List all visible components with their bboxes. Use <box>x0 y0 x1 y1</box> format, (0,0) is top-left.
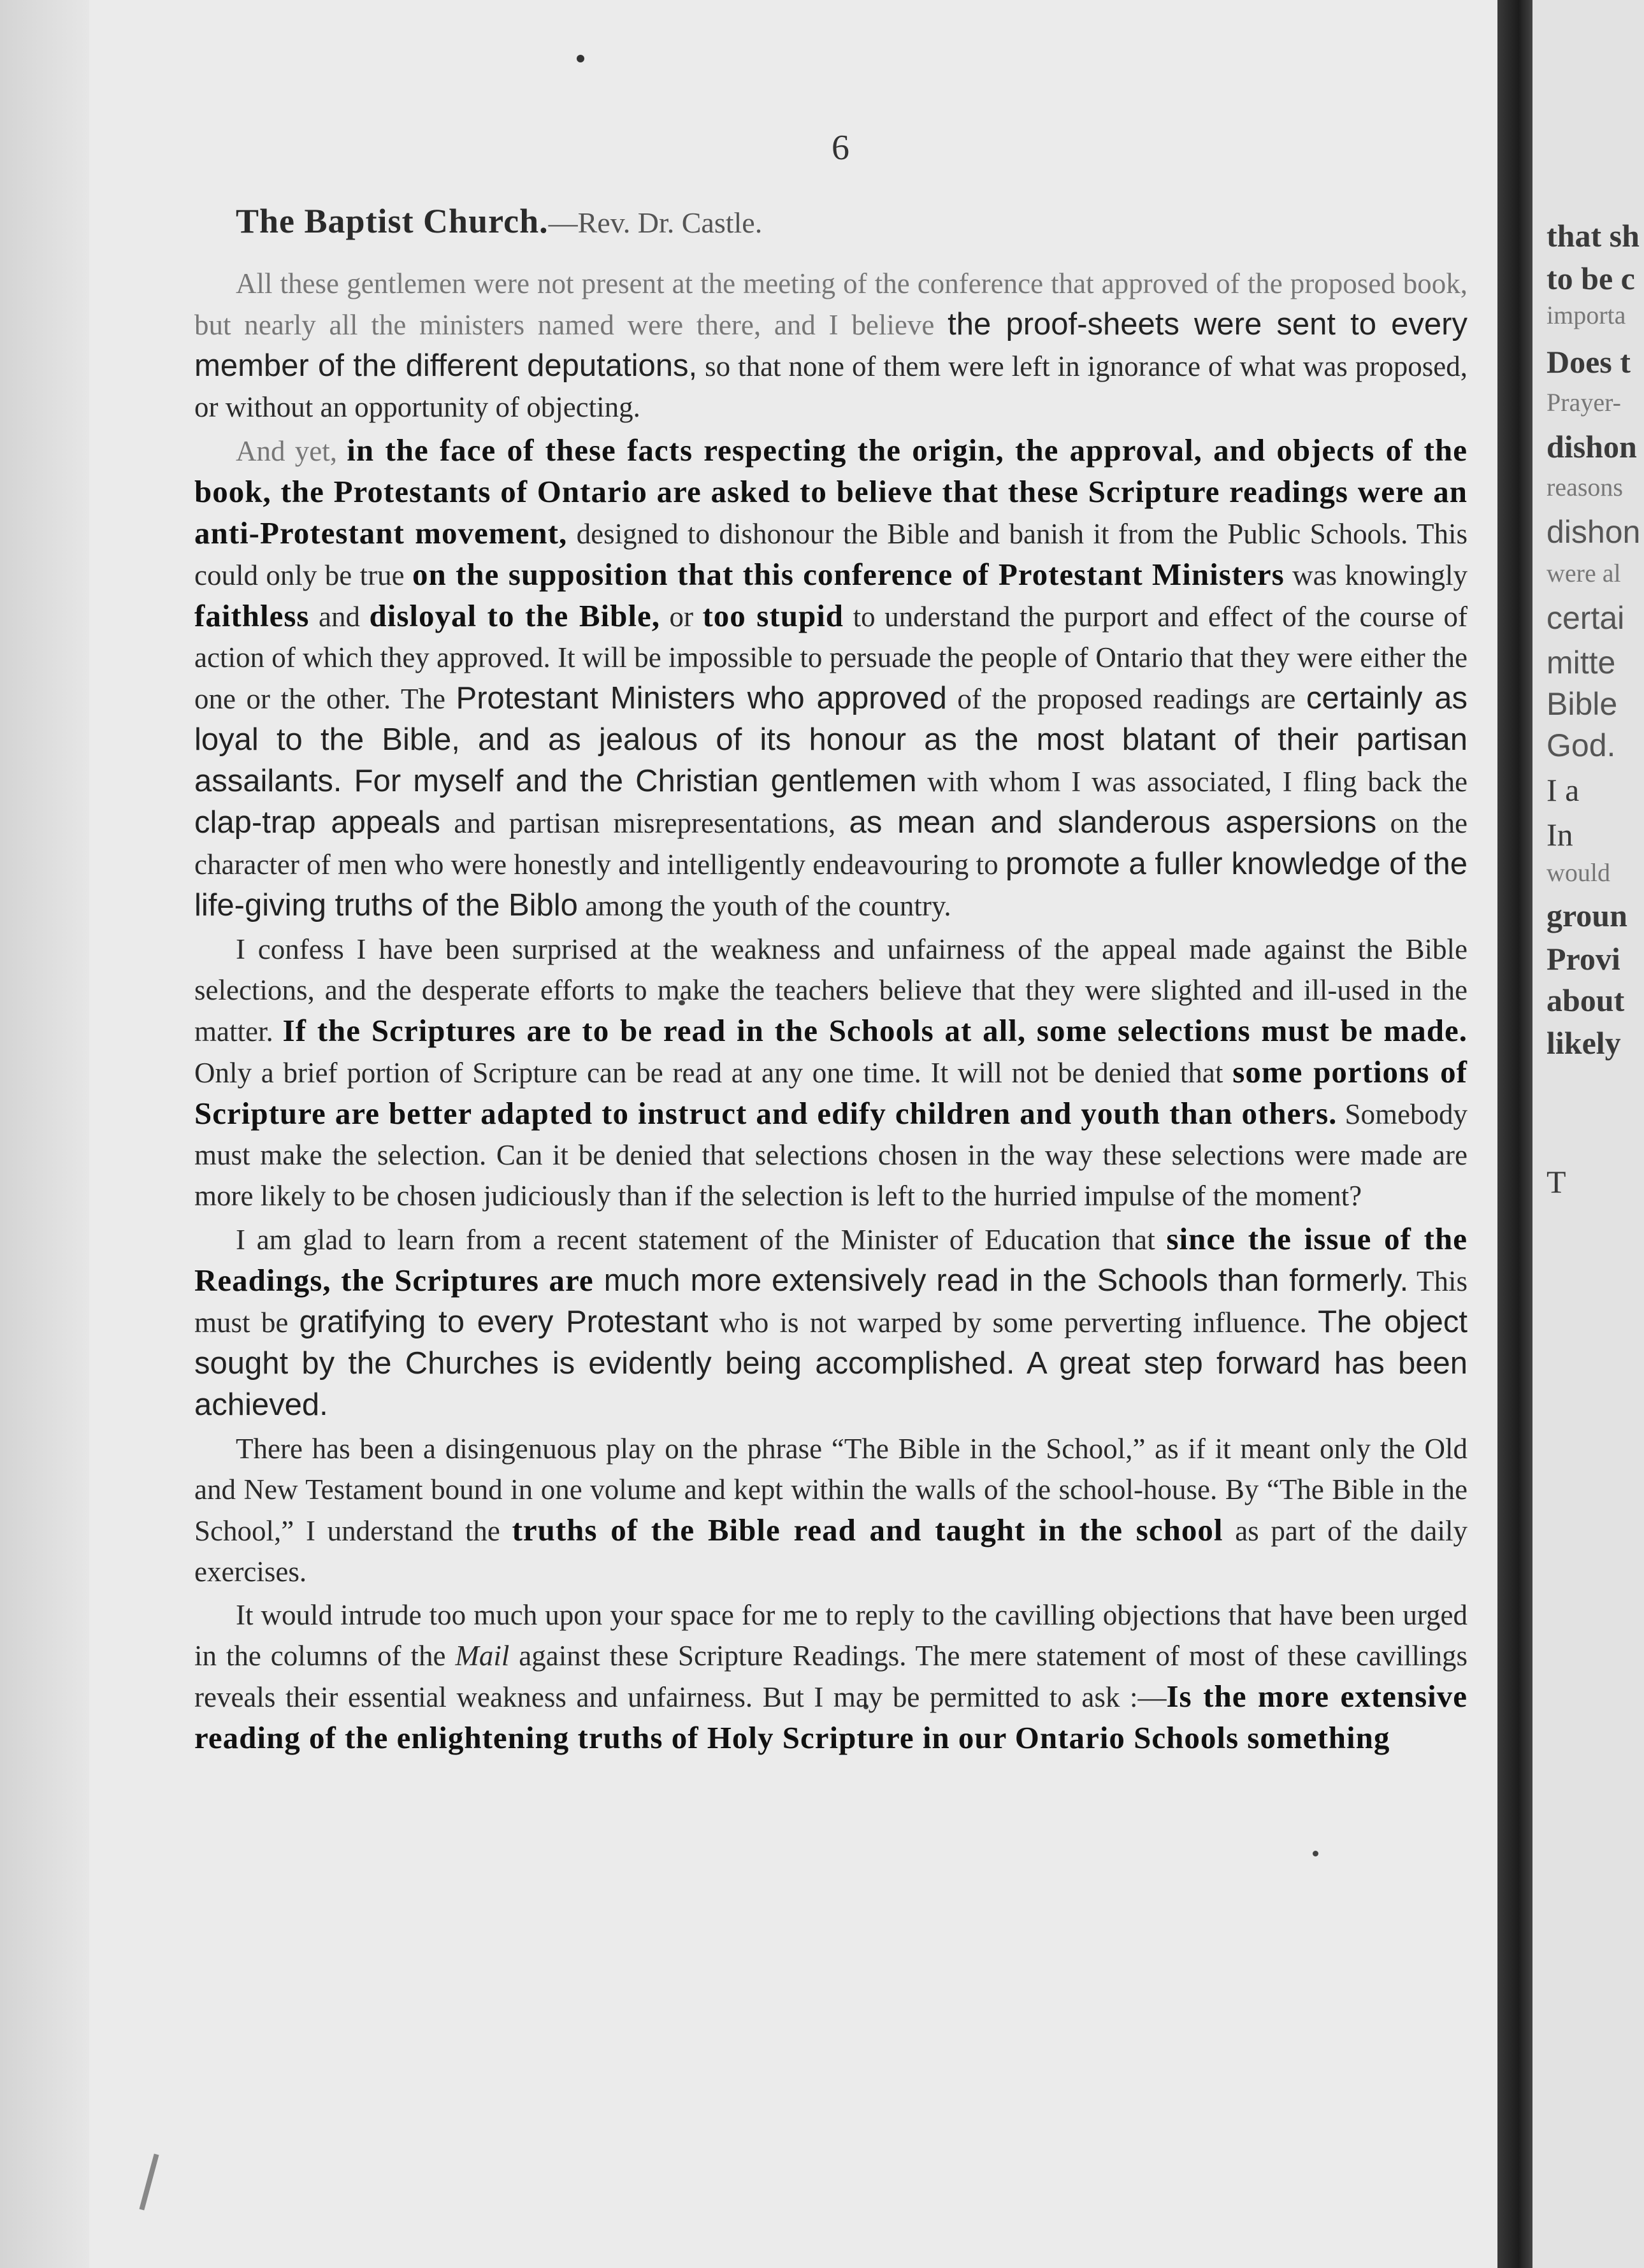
text-run: or <box>660 601 703 633</box>
adjacent-page-text: God. <box>1547 728 1616 763</box>
paragraph <box>194 1428 1467 1592</box>
paragraph <box>194 1219 1467 1426</box>
text-run: to understand the purport and effect of the course of action of which they approved. It will be impossible to persuade the people of Ontario that they were either the one or the other. The <box>194 601 1467 715</box>
text-run: since the issue of the Readings, the Scriptures are <box>194 1221 1467 1298</box>
text-run: designed to dishonour the Bible and banish it from the Public Schools. This could only be true <box>194 518 1467 591</box>
adjacent-page-text: Does t <box>1547 344 1631 380</box>
paragraph-list <box>194 263 1467 1759</box>
text-run: truths of the Bible read and taught in the school <box>512 1512 1223 1547</box>
heading-author: —Rev. Dr. Castle. <box>548 206 763 239</box>
text-run: in the face of these facts respecting the origin, the approval, and objects of the book, the Protestants of Ontario are asked to believe that these Scripture readings were an anti-Protestant movement, <box>194 433 1467 550</box>
text-run: who is not warped by some perverting influence. <box>708 1307 1318 1339</box>
paragraph <box>194 929 1467 1216</box>
text-run: faithless <box>194 598 310 633</box>
adjacent-page-text: In <box>1547 817 1573 852</box>
text-run: on the character of men who were honestly and intelligently endeavouring to <box>194 807 1467 880</box>
adjacent-page-text: mitte <box>1547 645 1616 680</box>
paragraph <box>194 430 1467 926</box>
text-run: as part of the daily exercises. <box>194 1515 1467 1588</box>
text-run: I am glad to learn from a recent statement of the Minister of Education that <box>236 1224 1167 1256</box>
page-number: 6 <box>832 128 849 168</box>
text-run: Is the more extensive reading of the enlightening truths of Holy Scripture in our Ontario Schools something <box>194 1679 1467 1755</box>
text-run: certainly as loyal to the Bible, and as jealous of its honour as the most blatant of their partisan assailants. For myself and the Christian gentlemen <box>194 681 1468 798</box>
text-run: This must be <box>194 1265 1467 1339</box>
heading-title: The Baptist Church. <box>236 202 549 240</box>
adjacent-page-text: reasons <box>1547 473 1623 501</box>
text-run: Protestant Ministers who approved <box>456 681 947 715</box>
adjacent-page-text: I a <box>1547 772 1580 808</box>
adjacent-page-text: were al <box>1547 559 1621 587</box>
text-run: There has been a disingenuous play on the phrase “The Bible in the School,” as if it meant only the Old and New Testament bound in one volume and kept within the walls of the school-house. By “The Bible in the School,” I understand the <box>194 1433 1467 1547</box>
article-body <box>194 199 1467 1759</box>
text-run: against these Scripture Readings. The mere statement of most of these cavillings reveals their essential weakness and unfairness. But I may be permitted to ask :— <box>194 1640 1467 1713</box>
adjacent-page-text: certai <box>1547 600 1625 636</box>
adjacent-page-text: to be c <box>1547 261 1635 296</box>
text-run: so that none of them were left in ignorance of what was proposed, or without an opportunity of objecting. <box>194 350 1467 423</box>
adjacent-page-text: Prayer- <box>1547 388 1621 417</box>
text-run: Mail <box>455 1640 510 1672</box>
text-run: on the supposition that this conference of Protestant Ministers <box>412 557 1285 592</box>
text-run: was knowingly <box>1284 559 1467 591</box>
book-spine <box>1497 0 1532 2268</box>
text-run: And yet, <box>236 435 347 467</box>
text-run: All these gentlemen were not present at the meeting of the conference that approved of the proposed book, but nearly all the ministers named were there, and I believe <box>194 268 1467 341</box>
text-run: Only a brief portion of Scripture can be read at any one time. It will not be denied that <box>194 1057 1233 1089</box>
text-run: and <box>309 601 370 633</box>
text-run: with whom I was associated, I fling back the <box>916 766 1467 798</box>
text-run: disloyal to the Bible, <box>369 598 660 633</box>
adjacent-page-text: that sh <box>1547 218 1640 254</box>
text-run: as mean and slanderous aspersions <box>849 805 1377 840</box>
adjacent-page-text: would <box>1547 858 1610 887</box>
text-run: promote a fuller knowledge of the life-giving truths of the Biblo <box>194 847 1467 922</box>
text-run: I confess I have been surprised at the weakness and unfairness of the appeal made against the Bible selections, and the desperate efforts to make the teachers believe that they were slighted and ill-used in the matter. <box>194 933 1467 1047</box>
text-run: much more extensively read in the Schools than formerly. <box>593 1263 1409 1298</box>
adjacent-page <box>1532 0 1644 2268</box>
text-run: the proof-sheets were sent to every member of the different deputations, <box>194 307 1468 383</box>
adjacent-page-text: dishon <box>1547 514 1641 550</box>
adjacent-page-text: about <box>1547 982 1625 1018</box>
text-run: It would intrude too much upon your space for me to reply to the cavilling objections that have been urged in the columns of the <box>194 1599 1467 1672</box>
text-run: and partisan misrepresentations, <box>440 807 849 839</box>
text-run: of the proposed readings are <box>946 683 1306 715</box>
page-left-margin <box>0 0 89 2268</box>
section-heading <box>236 199 1467 245</box>
adjacent-page-text: importa <box>1547 301 1626 329</box>
adjacent-page-text: Provi <box>1547 941 1620 977</box>
text-run: clap-trap appeals <box>194 805 441 840</box>
adjacent-page-text: dishon <box>1547 429 1637 464</box>
text-run: too stupid <box>702 598 844 633</box>
paragraph <box>194 263 1467 427</box>
text-run: some portions of Scripture are better adapted to instruct and edify children and youth than others. <box>194 1054 1467 1131</box>
ink-speck <box>1313 1851 1318 1856</box>
text-run: If the Scriptures are to be read in the Schools at all, some selections must be made. <box>282 1013 1467 1048</box>
adjacent-page-text: likely <box>1547 1025 1621 1061</box>
text-run: The object sought by the Churches is evidently being accomplished. A great step forward has been achieved. <box>194 1305 1467 1422</box>
adjacent-page-text: Bible <box>1547 686 1618 722</box>
paragraph <box>194 1595 1467 1759</box>
text-run: Somebody must make the selection. Can it be denied that selections chosen in the way these selections were made are more likely to be chosen judiciously than if the selection is left to the hurried impulse of the moment? <box>194 1098 1467 1212</box>
text-run: among the youth of the country. <box>577 890 951 922</box>
adjacent-page-text: groun <box>1547 898 1627 933</box>
ink-speck <box>577 55 584 62</box>
adjacent-page-text: T <box>1547 1164 1566 1200</box>
text-run: gratifying to every Protestant <box>299 1305 709 1339</box>
